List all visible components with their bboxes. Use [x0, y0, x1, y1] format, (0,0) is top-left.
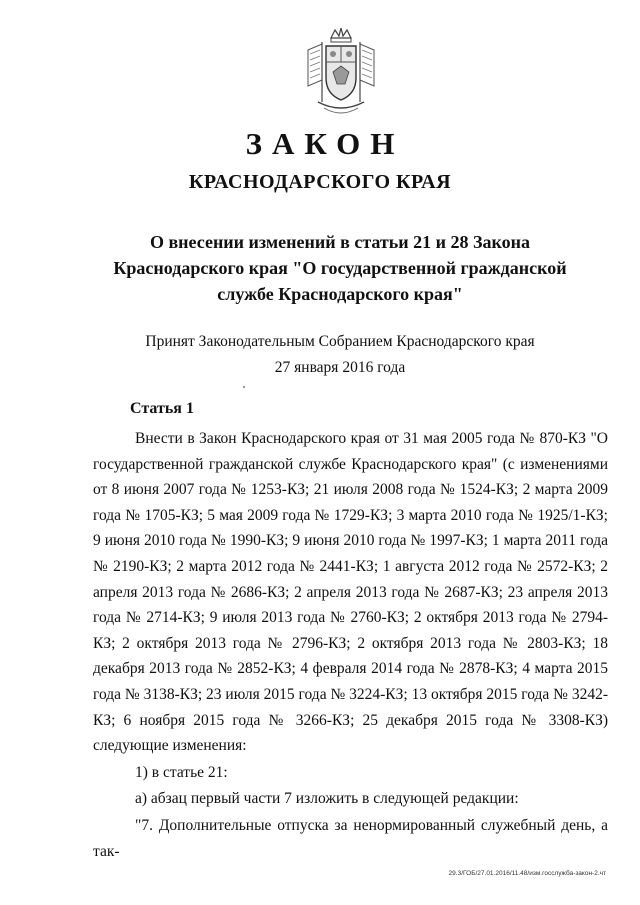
- article-body: [93, 426, 608, 864]
- adoption-date: 27 января 2016 года: [274, 359, 406, 376]
- list-item: 1) в статье 21:: [135, 763, 228, 781]
- adoption-line: Принят Законодательным Собранием Краснодарского края: [145, 333, 535, 350]
- list-subitem: а) абзац первый части 7 изложить в следующей редакции:: [135, 790, 519, 808]
- footer-file-code: 29.3/ГОБ/27.01.2016/11.48/изм.госслужба-закон-2.чт: [448, 870, 606, 877]
- coat-of-arms-icon: [300, 28, 382, 118]
- quoted-paragraph: "7. Дополнительные отпуска за ненормированный служебный день, а так-: [93, 816, 608, 860]
- scan-speck: [243, 386, 245, 388]
- article-heading: Статья 1: [130, 400, 194, 417]
- page-subtitle: КРАСНОДАРСКОГО КРАЯ: [188, 171, 452, 193]
- adoption-info: [100, 329, 580, 381]
- law-name: О внесении изменений в статьи 21 и 28 Закона Краснодарского края "О государственной гражданской службе Краснодарского края": [113, 232, 567, 304]
- page-title: ЗАКОН: [245, 126, 405, 161]
- article-intro-paragraph: Внести в Закон Краснодарского края от 31 мая 2005 года № 870-КЗ "О государственной гражданской службе Краснодарского края" (с изменениями от 8 июня 2007 года № 1253-КЗ; 21 июля 2008 года № 1524-КЗ; 2 марта 2009 года № 1705-КЗ; 5 мая 2009 года № 1729-КЗ; 3 марта 2010 года № 1925/1-КЗ; 9 июня 2010 года № 1990-КЗ; 9 июня 2010 года № 1997-КЗ; 1 марта 2011 года № 2190-КЗ; 2 марта 2012 года № 2441-КЗ; 1 августа 2012 года № 2572-КЗ; 2 апреля 2013 года № 2686-КЗ; 2 апреля 2013 года № 2687-КЗ; 23 апреля 2013 года № 2714-КЗ; 9 июля 2013 года № 2760-КЗ; 2 октября 2013 года № 2794-КЗ; 2 октября 2013 года № 2796-КЗ; 2 октября 2013 года № 2803-КЗ; 18 декабря 2013 года № 2852-КЗ; 4 февраля 2014 года № 2878-КЗ; 4 марта 2015 года № 3138-КЗ; 23 июля 2015 года № 3224-КЗ; 13 октября 2015 года № 3242-КЗ; 6 ноября 2015 года № 3266-КЗ; 25 декабря 2015 года № 3308-КЗ) следующие изменения:: [93, 430, 608, 755]
